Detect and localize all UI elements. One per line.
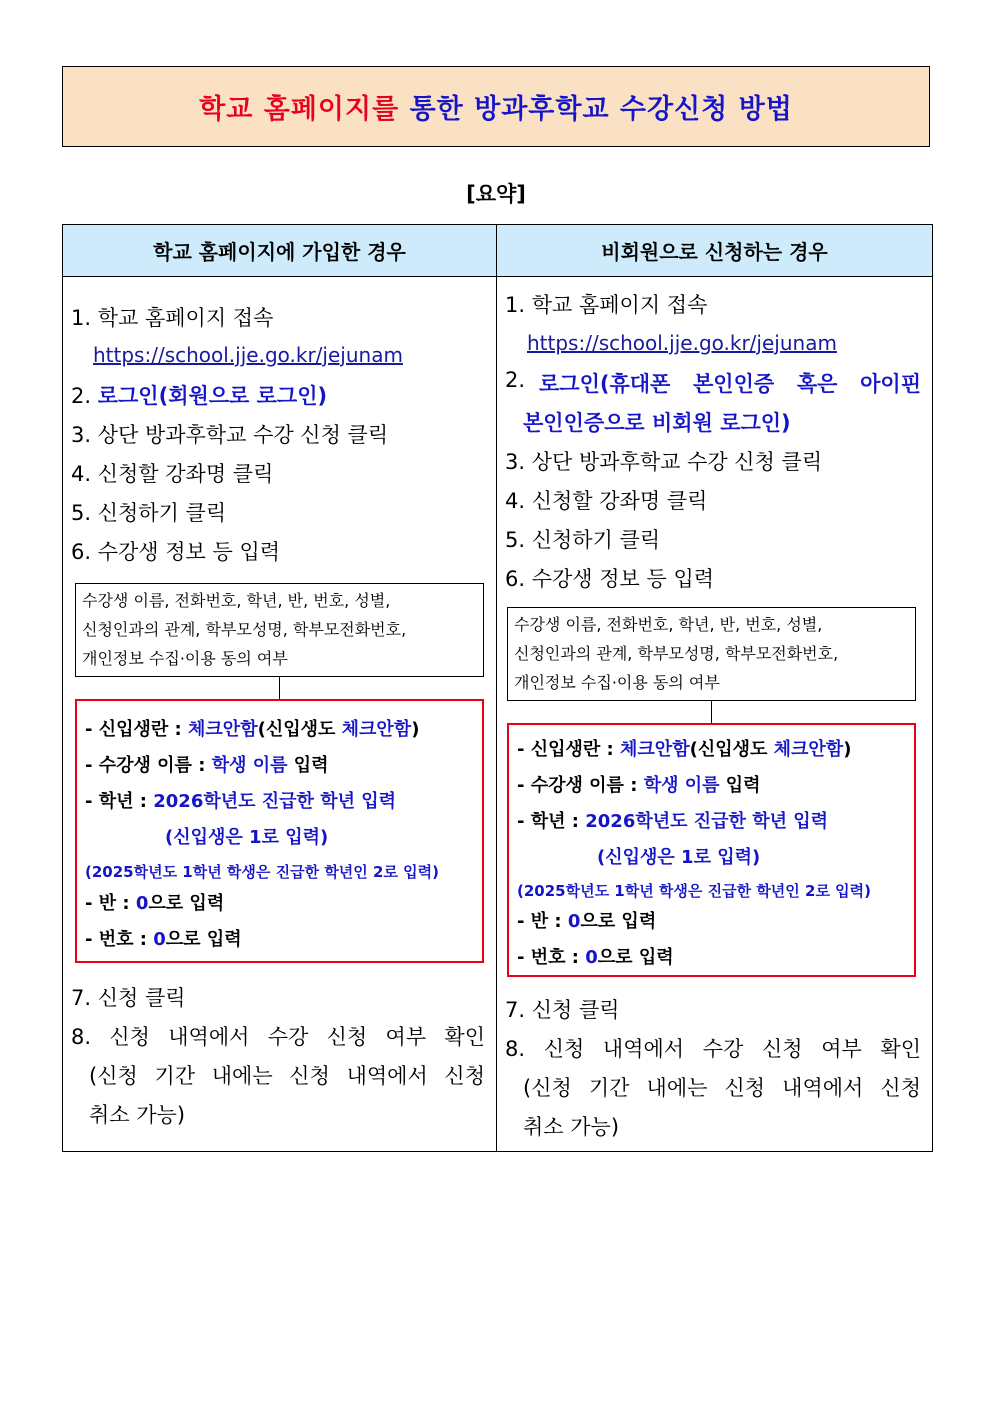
right-step-6: 6. 수강생 정보 등 입력 [505, 567, 715, 591]
rule-student-name: - 수강생 이름 : 학생 이름 입력 [517, 775, 761, 796]
right-school-link[interactable]: https://school.jje.go.kr/jejunam [527, 331, 837, 355]
right-step-8-note-end: 취소 가능) [523, 1115, 620, 1139]
right-column-header: 비회원으로 신청하는 경우 [497, 225, 933, 277]
left-info-box [75, 583, 484, 677]
left-info-line: 신청인과의 관계, 학부모성명, 학부모전화번호, [82, 620, 407, 639]
right-column [497, 277, 932, 1151]
rule-grade-freshman: (신입생은 1로 입력) [597, 847, 761, 868]
left-column-header: 학교 홈페이지에 가입한 경우 [63, 225, 497, 277]
rule-grade-freshman: (신입생은 1로 입력) [165, 827, 329, 848]
summary-table [62, 224, 933, 1152]
left-step-8: 8. 신청 내역에서 수강 신청 여부 확인 [71, 1025, 485, 1049]
right-step-2 [505, 368, 525, 392]
rule-number: - 번호 : 0으로 입력 [85, 929, 242, 950]
rule-freshman: - 신입생란 : 체크안함(신입생도 체크안함) [85, 719, 420, 740]
title-red-part: 학교 홈페이지를 [199, 94, 400, 125]
right-step-1: 1. 학교 홈페이지 접속 [505, 293, 708, 317]
rule-freshman: - 신입생란 : 체크안함(신입생도 체크안함) [517, 739, 852, 760]
left-step-2-text: 로그인(회원으로 로그인) [97, 384, 328, 408]
right-info-line: 개인정보 수집·이용 동의 여부 [514, 673, 720, 692]
page-title [62, 66, 930, 147]
left-step-2 [71, 380, 327, 410]
title-blue-part: 통한 방과후학교 수강신청 방법 [409, 94, 793, 125]
rule-number: - 번호 : 0으로 입력 [517, 947, 674, 968]
rule-grade-note: (2025학년도 1학년 학생은 진급한 학년인 2로 입력) [517, 882, 871, 900]
right-info-line: 수강생 이름, 전화번호, 학년, 반, 번호, 성별, [514, 615, 823, 634]
right-step-2-text-cont: 본인인증으로 비회원 로그인) [523, 411, 791, 435]
left-rules-box [75, 699, 484, 963]
left-step-3: 3. 상단 방과후학교 수강 신청 클릭 [71, 423, 389, 447]
left-step-5: 5. 신청하기 클릭 [71, 501, 227, 525]
left-connector-line [279, 677, 280, 699]
left-step-4: 4. 신청할 강좌명 클릭 [71, 462, 274, 486]
right-info-line: 신청인과의 관계, 학부모성명, 학부모전화번호, [514, 644, 839, 663]
left-info-line: 수강생 이름, 전화번호, 학년, 반, 번호, 성별, [82, 591, 391, 610]
rule-grade: - 학년 : 2026학년도 진급한 학년 입력 [517, 811, 829, 832]
right-step-8: 8. 신청 내역에서 수강 신청 여부 확인 [505, 1037, 921, 1061]
left-info-line: 개인정보 수집·이용 동의 여부 [82, 649, 288, 668]
rule-grade: - 학년 : 2026학년도 진급한 학년 입력 [85, 791, 397, 812]
left-school-link[interactable]: https://school.jje.go.kr/jejunam [93, 343, 403, 367]
left-step-2-num: 2. [71, 384, 92, 408]
right-rules-box [507, 723, 916, 977]
right-step-5: 5. 신청하기 클릭 [505, 528, 661, 552]
right-info-box [507, 607, 916, 701]
right-connector-line [711, 701, 712, 723]
rule-class: - 반 : 0으로 입력 [517, 911, 657, 932]
left-step-6: 6. 수강생 정보 등 입력 [71, 540, 281, 564]
right-step-8-note: (신청 기간 내에는 신청 내역에서 신청 [523, 1076, 921, 1100]
left-column [63, 277, 496, 1151]
left-step-8-note: (신청 기간 내에는 신청 내역에서 신청 [89, 1064, 485, 1088]
right-step-2-num: 2. [505, 368, 526, 392]
left-step-7: 7. 신청 클릭 [71, 986, 186, 1010]
right-step-3: 3. 상단 방과후학교 수강 신청 클릭 [505, 450, 823, 474]
rule-grade-note: (2025학년도 1학년 학생은 진급한 학년인 2로 입력) [85, 863, 439, 881]
right-step-2-text: 로그인(휴대폰 본인인증 혹은 아이핀 [539, 372, 921, 396]
rule-student-name: - 수강생 이름 : 학생 이름 입력 [85, 755, 329, 776]
left-step-8-note-end: 취소 가능) [89, 1103, 186, 1127]
left-step-1: 1. 학교 홈페이지 접속 [71, 306, 274, 330]
right-step-7: 7. 신청 클릭 [505, 998, 620, 1022]
rule-class: - 반 : 0으로 입력 [85, 893, 225, 914]
summary-heading: [요약] [466, 182, 526, 206]
right-step-4: 4. 신청할 강좌명 클릭 [505, 489, 708, 513]
